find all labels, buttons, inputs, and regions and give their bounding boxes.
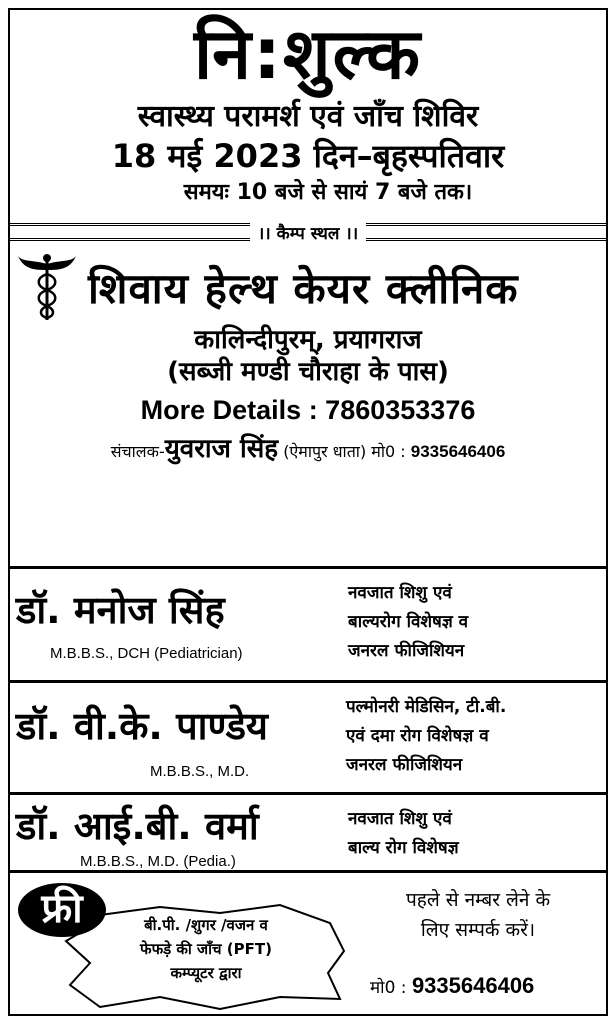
specialty-line: नवजात शिशु एवं <box>348 583 452 603</box>
specialty-line: जनरल फीजिशियन <box>346 755 463 775</box>
doctor-card-1 <box>10 566 606 679</box>
doctor-specialty <box>346 693 506 780</box>
more-details-phone: More Details : 7860353376 <box>140 395 476 425</box>
doctor-name: डॉ. मनोज सिंह <box>16 588 225 632</box>
poster <box>8 8 608 1016</box>
director-place: (ऐमापुर धाता) मो0 : <box>283 442 406 461</box>
doctor-name: डॉ. आई.बी. वर्मा <box>16 804 259 848</box>
specialty-line: पल्मोनरी मेडिसिन, टी.बी. <box>346 697 507 717</box>
specialty-line: एवं दमा रोग विशेषज्ञ व <box>346 726 489 746</box>
divider-left <box>10 223 250 241</box>
director-prefix: संचालक- <box>110 442 165 461</box>
clinic-name: शिवाय हेल्थ केयर क्लीनिक <box>88 263 519 313</box>
tests-line: फेफड़े की जाँच (PFT) <box>140 940 272 958</box>
clinic-address: कालिन्दीपुरम्, प्रयागराज <box>194 325 422 355</box>
doctor-card-2 <box>10 680 606 795</box>
doctor-specialty <box>348 805 459 863</box>
caduceus-icon <box>16 252 78 322</box>
contact-phone: 9335646406 <box>411 973 535 998</box>
doctor-specialty <box>348 579 468 666</box>
specialty-line: जनरल फीजिशियन <box>348 641 465 661</box>
tests-line: कम्प्यूटर द्वारा <box>170 964 242 982</box>
divider-right <box>366 223 606 241</box>
footer <box>10 870 606 1014</box>
appointment-line: पहले से नम्बर लेने के <box>405 889 551 911</box>
contact-prefix: मो0 : <box>370 978 407 998</box>
director-name: युवराज सिंह <box>164 434 279 464</box>
free-tests-text <box>106 913 306 985</box>
event-time: समयः 10 बजे से सायं 7 बजे तक। <box>183 180 473 205</box>
free-badge: फ्री <box>18 883 106 937</box>
event-date: 18 मई 2023 दिन–बृहस्पतिवार <box>111 137 505 175</box>
poster-subtitle: स्वास्थ्य परामर्श एवं जाँच शिविर <box>137 99 479 134</box>
tests-line: बी.पी. /शुगर /वजन व <box>144 916 268 934</box>
specialty-line: बाल्य रोग विशेषज्ञ <box>348 838 459 858</box>
camp-venue-label: ।। कैम्प स्थल ।। <box>257 223 359 244</box>
clinic-landmark: (सब्जी मण्डी चौराहा के पास) <box>167 357 449 387</box>
clinic-header <box>10 250 606 324</box>
director-phone: 9335646406 <box>410 442 506 461</box>
appointment-note <box>362 885 594 945</box>
appointment-line: लिए सम्पर्क करें। <box>420 919 536 941</box>
poster-title: नि:शुल्क <box>194 13 422 95</box>
specialty-line: नवजात शिशु एवं <box>348 809 452 829</box>
camp-venue-divider <box>10 220 606 244</box>
doctor-card-3 <box>10 792 606 871</box>
contact-phone-line <box>370 973 534 999</box>
director-line <box>10 432 606 469</box>
doctor-name: डॉ. वी.के. पाण्डेय <box>16 704 268 748</box>
doctor-degree: M.B.B.S., M.D. (Pedia.) <box>80 853 236 870</box>
specialty-line: बाल्यरोग विशेषज्ञ व <box>348 612 469 632</box>
doctor-degree: M.B.B.S., M.D. <box>150 763 250 780</box>
doctor-degree: M.B.B.S., DCH (Pediatrician) <box>50 645 243 662</box>
